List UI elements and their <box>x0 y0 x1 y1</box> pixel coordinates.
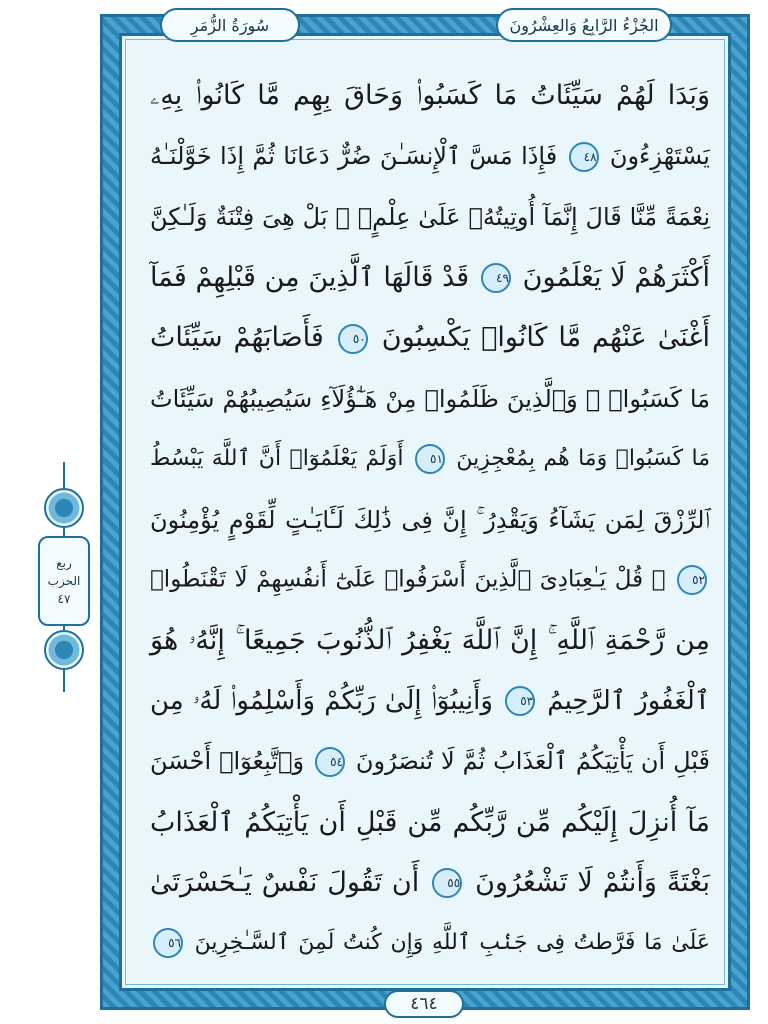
hizb-stem-upper <box>63 528 65 536</box>
quran-text <box>150 70 710 970</box>
page-number-value: ٤٦٤ <box>410 994 438 1014</box>
line-content <box>150 142 710 172</box>
hizb-ornament-icon <box>44 488 84 528</box>
ayah-number-marker: ٥٦ <box>153 928 183 958</box>
ayah-number-marker: ٥٣ <box>505 686 535 716</box>
text-line <box>150 736 710 788</box>
line-content <box>150 203 710 231</box>
text-line <box>150 191 710 243</box>
line-content <box>150 565 710 595</box>
text-line <box>150 857 710 909</box>
text-line <box>150 615 710 667</box>
verse-text: ۞ قُلْ يَـٰعِبَادِىَ ٱلَّذِينَ أَسْرَفُوا۟ عَلَىٰٓ أَنفُسِهِمْ لَا تَقْنَطُوا۟ <box>150 566 666 593</box>
line-content <box>150 807 710 838</box>
line-content <box>150 322 710 354</box>
ayah-number-marker: ٥٤ <box>315 747 345 777</box>
verse-text: يَسْتَهْزِءُونَ <box>609 141 710 170</box>
text-line <box>150 433 710 485</box>
ayah-number-marker: ٥٥ <box>432 868 462 898</box>
verse-text: مِن رَّحْمَةِ ٱللَّهِ ۚ إِنَّ ٱللَّهَ يَغْفِرُ ٱلذُّنُوبَ جَمِيعًا ۚ إِنَّهُۥ هُوَ <box>150 624 710 656</box>
surah-title: سُورَةُ الزُّمَرِ <box>190 15 270 35</box>
verse-text: مَا كَسَبُوا۟ ۚ وَٱلَّذِينَ ظَلَمُوا۟ مِنْ هَـٰٓؤُلَآءِ سَيُصِيبُهُمْ سَيِّئَاتُ <box>150 384 710 413</box>
ayah-number-marker: ٥١ <box>415 444 445 474</box>
surah-header <box>160 8 300 42</box>
text-line <box>150 373 710 425</box>
text-line <box>150 70 710 122</box>
ayah-number-marker: ٥٠ <box>338 324 368 354</box>
page-number <box>384 990 464 1018</box>
line-content <box>150 928 710 958</box>
hizb-label <box>38 536 90 626</box>
hizb-marker <box>38 462 90 692</box>
text-line <box>150 554 710 606</box>
juz-header <box>496 8 672 42</box>
verse-text: قَدْ قَالَهَا ٱلَّذِينَ مِن قَبْلِهِمْ فَمَآ <box>150 261 470 293</box>
line-content <box>150 444 710 474</box>
verse-text: عَلَىٰ مَا فَرَّطتُ فِى جَنۢبِ ٱللَّهِ وَإِن كُنتُ لَمِنَ ٱلسَّـٰخِرِينَ <box>194 930 710 955</box>
ayah-number-marker: ٤٨ <box>569 142 599 172</box>
verse-text: بَغْتَةً وَأَنتُمْ لَا تَشْعُرُونَ <box>475 866 710 898</box>
hizb-stem-top <box>63 462 65 488</box>
line-content <box>150 262 710 294</box>
hizb-label-line3: ٤٧ <box>57 592 71 606</box>
text-line <box>150 312 710 364</box>
line-content <box>150 385 710 413</box>
ayah-number-marker: ٤٩ <box>481 263 511 293</box>
line-content <box>150 747 710 777</box>
verse-text: نِعْمَةً مِّنَّا قَالَ إِنَّمَآ أُوتِيتُهُۥ عَلَىٰ عِلْمٍۭ ۚ بَلْ هِىَ فِتْنَةٌ وَلَـٰكِنَّ <box>150 203 710 231</box>
line-content <box>150 867 710 899</box>
hizb-stem-bottom <box>63 670 65 692</box>
verse-text: وَبَدَا لَهُمْ سَيِّئَاتُ مَا كَسَبُوا۟ وَحَاقَ بِهِم مَّا كَانُوا۟ بِهِۦ <box>150 80 710 111</box>
line-content <box>150 625 710 657</box>
verse-text: مَآ أُنزِلَ إِلَيْكُم مِّن رَّبِّكُم مِّن قَبْلِ أَن يَأْتِيَكُمُ ٱلْعَذَابُ <box>150 806 710 838</box>
verse-text: ٱلرِّزْقَ لِمَن يَشَآءُ وَيَقْدِرُ ۚ إِنَّ فِى ذَٰلِكَ لَـَٔايَـٰتٍ لِّقَوْمٍ يُؤْمِنُونَ <box>150 505 710 534</box>
hizb-label-line2: الحزب <box>47 574 81 588</box>
text-line <box>150 252 710 304</box>
hizb-ornament-icon <box>44 630 84 670</box>
verse-text: أَغْنَىٰ عَنْهُم مَّا كَانُوا۟ يَكْسِبُونَ <box>381 322 710 354</box>
text-line <box>150 494 710 546</box>
line-content <box>150 686 710 717</box>
verse-text: فَأَصَابَهُمْ سَيِّئَاتُ <box>150 322 324 354</box>
verse-text: قَبْلِ أَن يَأْتِيَكُمُ ٱلْعَذَابُ ثُمَّ لَا تُنصَرُونَ <box>355 746 710 775</box>
verse-text: وَٱتَّبِعُوٓا۟ أَحْسَنَ <box>150 746 305 775</box>
verse-text: وَأَنِيبُوٓا۟ إِلَىٰ رَبِّكُمْ وَأَسْلِمُوا۟ لَهُۥ مِن <box>150 685 493 716</box>
verse-text: ٱلْغَفُورُ ٱلرَّحِيمُ <box>547 685 711 716</box>
line-content <box>150 506 710 534</box>
text-line <box>150 131 710 183</box>
verse-text: أَوَلَمْ يَعْلَمُوٓا۟ أَنَّ ٱللَّهَ يَبْسُطُ <box>150 446 404 471</box>
text-line <box>150 796 710 848</box>
juz-title: الجُزْءُ الرَّابِعُ وَالعِشْرُونَ <box>509 15 659 35</box>
text-line <box>150 917 710 969</box>
verse-text: أَن تَقُولَ نَفْسٌ يَـٰحَسْرَتَىٰ <box>150 866 420 898</box>
text-line <box>150 675 710 727</box>
verse-text: أَكْثَرَهُمْ لَا يَعْلَمُونَ <box>522 261 710 293</box>
verse-text: فَإِذَا مَسَّ ٱلْإِنسَـٰنَ ضُرٌّ دَعَانَا ثُمَّ إِذَا خَوَّلْنَـٰهُ <box>150 141 558 170</box>
line-content <box>150 80 710 112</box>
hizb-label-line1: ربع <box>56 556 72 570</box>
ayah-number-marker: ٥٢ <box>677 565 707 595</box>
verse-text: مَا كَسَبُوا۟ وَمَا هُم بِمُعْجِزِينَ <box>456 446 710 471</box>
